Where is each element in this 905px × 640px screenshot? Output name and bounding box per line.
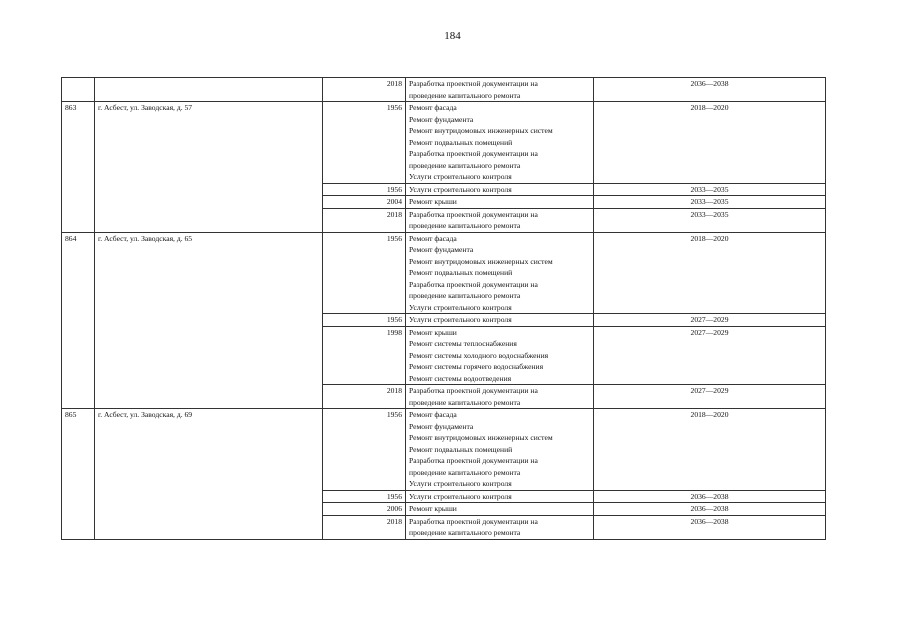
works-cell [406, 78, 594, 102]
construction-year-cell: 2018 [323, 515, 406, 539]
works-cell [406, 232, 594, 314]
work-item: Разработка проектной документации на [409, 386, 538, 395]
construction-year-cell: 2018 [323, 78, 406, 102]
works-cell [406, 503, 594, 516]
work-item: Ремонт фундамента [409, 114, 474, 124]
work-item: Ремонт подвальных помещений [409, 444, 513, 454]
work-item: Услуги строительного контроля [409, 172, 512, 181]
planned-period-cell: 2018—2020 [594, 409, 826, 491]
works-cell [406, 326, 594, 385]
work-item: Услуги строительного контроля [409, 302, 512, 312]
work-item: Разработка проектной документации на [409, 456, 538, 465]
building-number-cell: 865 [62, 409, 95, 540]
table-row [62, 409, 826, 491]
construction-year-cell: 1956 [323, 102, 406, 184]
work-item: Ремонт фундамента [409, 421, 474, 431]
work-item: Ремонт крыши [409, 504, 457, 513]
construction-year-cell: 1956 [323, 409, 406, 491]
work-item: Ремонт системы горячего водоснабжения [409, 362, 544, 371]
work-item: проведение капитального ремонта [409, 467, 521, 477]
work-item: Услуги строительного контроля [409, 315, 512, 324]
planned-period-cell: 2036—2038 [594, 78, 826, 102]
building-address-cell: г. Асбест, ул. Заводская, д. 57 [95, 102, 323, 233]
planned-period-cell: 2027—2029 [594, 314, 826, 327]
planned-period-cell: 2033—2035 [594, 183, 826, 196]
work-item: Разработка проектной документации на [409, 279, 538, 289]
work-item: Ремонт фасада [409, 410, 457, 419]
work-item: Ремонт крыши [409, 327, 457, 337]
table-row [62, 78, 826, 102]
work-item: Ремонт подвальных помещений [409, 137, 513, 147]
work-item: Ремонт фасада [409, 233, 457, 243]
works-cell [406, 196, 594, 209]
planned-period-cell: 2018—2020 [594, 102, 826, 184]
works-cell [406, 490, 594, 503]
building-number-cell [62, 78, 95, 102]
works-cell [406, 314, 594, 327]
work-item: Ремонт внутридомовых инженерных систем [409, 256, 553, 266]
building-number-cell: 864 [62, 232, 95, 409]
repair-schedule-table [61, 77, 826, 540]
works-cell [406, 102, 594, 184]
construction-year-cell: 2004 [323, 196, 406, 209]
construction-year-cell: 1998 [323, 326, 406, 385]
work-item: Разработка проектной документации на [409, 209, 538, 219]
work-item: Услуги строительного контроля [409, 491, 512, 501]
construction-year-cell: 1956 [323, 183, 406, 196]
work-item: проведение капитального ремонта [409, 291, 521, 300]
construction-year-cell: 1956 [323, 232, 406, 314]
works-cell [406, 515, 594, 539]
work-item: проведение капитального ремонта [409, 160, 521, 170]
table-body [62, 78, 826, 540]
work-item: Ремонт крыши [409, 197, 457, 206]
planned-period-cell: 2027—2029 [594, 326, 826, 385]
construction-year-cell: 2018 [323, 208, 406, 232]
construction-year-cell: 1956 [323, 490, 406, 503]
building-address-cell: г. Асбест, ул. Заводская, д. 65 [95, 232, 323, 409]
planned-period-cell: 2018—2020 [594, 232, 826, 314]
page-number: 184 [444, 30, 461, 42]
construction-year-cell: 1956 [323, 314, 406, 327]
work-item: Ремонт фасада [409, 103, 457, 112]
works-cell [406, 183, 594, 196]
work-item: проведение капитального ремонта [409, 90, 521, 100]
work-item: Разработка проектной документации на [409, 149, 538, 158]
work-item: проведение капитального ремонта [409, 221, 521, 230]
work-item: Ремонт внутридомовых инженерных систем [409, 126, 553, 135]
table-row [62, 232, 826, 314]
construction-year-cell: 2006 [323, 503, 406, 516]
work-item: проведение капитального ремонта [409, 528, 521, 537]
work-item: Ремонт подвальных помещений [409, 268, 513, 277]
work-item: Разработка проектной документации на [409, 516, 538, 526]
planned-period-cell: 2036—2038 [594, 515, 826, 539]
works-cell [406, 208, 594, 232]
work-item: Ремонт системы водоотведения [409, 373, 512, 383]
work-item: Разработка проектной документации на [409, 79, 538, 88]
works-cell [406, 409, 594, 491]
building-address-cell: г. Асбест, ул. Заводская, д. 69 [95, 409, 323, 540]
work-item: Ремонт системы теплоснабжения [409, 339, 517, 348]
planned-period-cell: 2036—2038 [594, 503, 826, 516]
building-address-cell [95, 78, 323, 102]
table-row [62, 102, 826, 184]
planned-period-cell: 2027—2029 [594, 385, 826, 409]
work-item: Услуги строительного контроля [409, 479, 512, 488]
building-number-cell: 863 [62, 102, 95, 233]
work-item: проведение капитального ремонта [409, 397, 521, 407]
work-item: Услуги строительного контроля [409, 184, 512, 194]
work-item: Ремонт внутридомовых инженерных систем [409, 433, 553, 442]
work-item: Ремонт системы холодного водоснабжения [409, 350, 549, 360]
construction-year-cell: 2018 [323, 385, 406, 409]
planned-period-cell: 2033—2035 [594, 196, 826, 209]
work-item: Ремонт фундамента [409, 245, 474, 254]
works-cell [406, 385, 594, 409]
planned-period-cell: 2033—2035 [594, 208, 826, 232]
planned-period-cell: 2036—2038 [594, 490, 826, 503]
